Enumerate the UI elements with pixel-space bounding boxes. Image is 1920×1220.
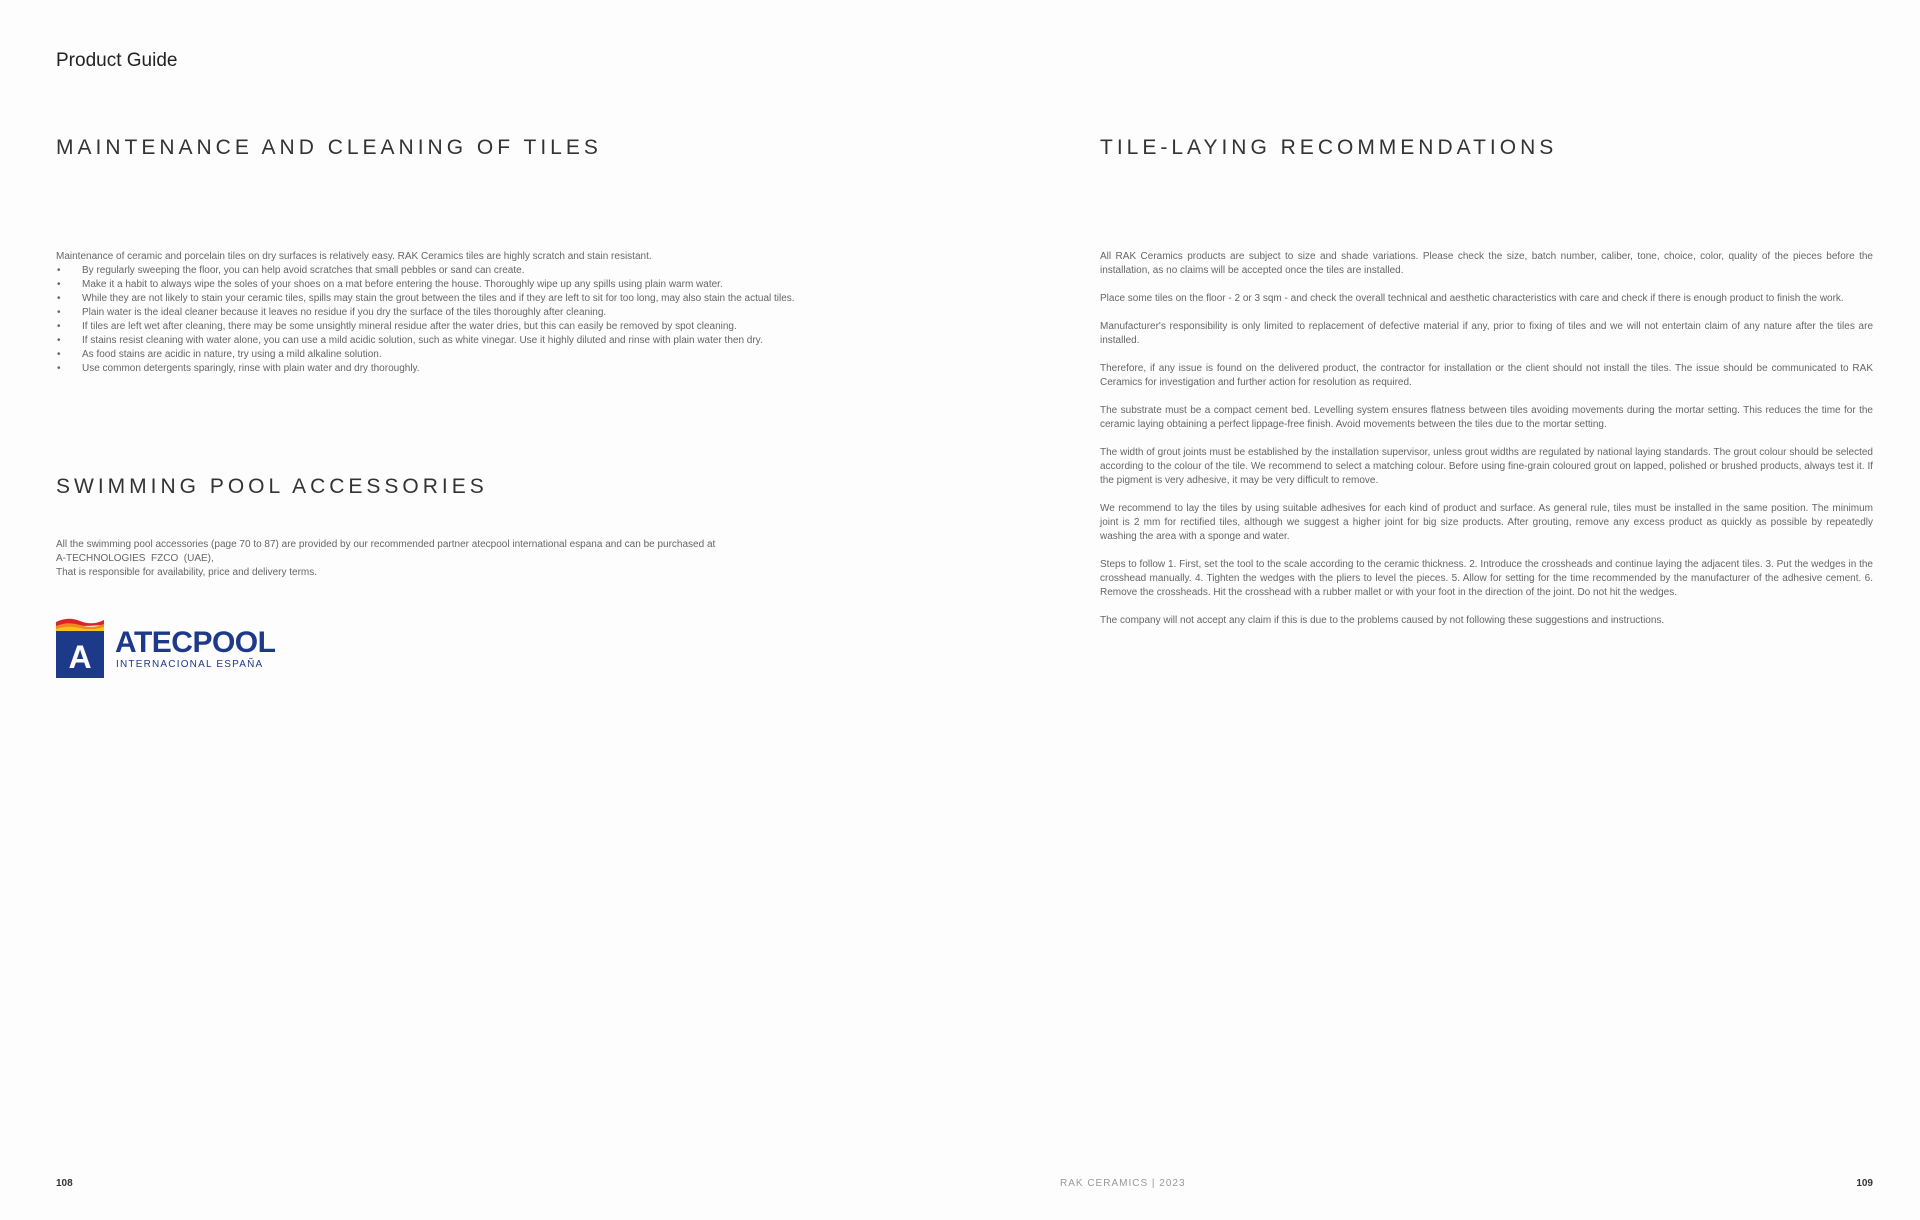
bullet: • <box>57 349 61 360</box>
pool-accessories-section <box>56 538 816 580</box>
list-item-text: If stains resist cleaning with water alone, you can use a mild acidic solution, such as white vinegar. Use it highly diluted and rinse with plain water then dry. <box>82 335 763 346</box>
list-item <box>56 278 836 292</box>
page-header-title: Product Guide <box>56 50 178 71</box>
list-item-text: If tiles are left wet after cleaning, there may be some unsightly mineral residue after the water dries, but this can easily be removed by spot cleaning. <box>82 321 737 332</box>
bullet: • <box>57 335 61 346</box>
list-item-text: Plain water is the ideal cleaner because it leaves no residue if you dry the surface of the tiles thoroughly after cleaning. <box>82 307 607 318</box>
paragraph: Therefore, if any issue is found on the delivered product, the contractor for installation or the client should not install the tiles. The issue should be communicated to RAK Ceramics for investigation and further action for resolution as required. <box>1100 363 1873 388</box>
list-item <box>56 320 836 334</box>
atecpool-logo-icon <box>56 616 104 678</box>
maintenance-section <box>56 250 836 376</box>
list-item <box>56 292 836 306</box>
bullet: • <box>57 307 61 318</box>
list-item <box>56 264 836 278</box>
atecpool-logo <box>56 616 276 678</box>
maintenance-bullet-list <box>56 264 836 376</box>
pool-text-line: All the swimming pool accessories (page 70 to 87) are provided by our recommended partner atecpool international espana and can be purchased at <box>56 539 716 550</box>
maintenance-heading: MAINTENANCE AND CLEANING OF TILES <box>56 136 602 159</box>
maintenance-intro: Maintenance of ceramic and porcelain tiles on dry surfaces is relatively easy. RAK Ceramics tiles are highly scratch and stain resistant. <box>56 251 652 262</box>
list-item <box>56 348 836 362</box>
list-item-text: Use common detergents sparingly, rinse with plain water and dry thoroughly. <box>82 363 420 374</box>
list-item-text: As food stains are acidic in nature, try using a mild alkaline solution. <box>82 349 382 360</box>
paragraph: The company will not accept any claim if this is due to the problems caused by not following these suggestions and instructions. <box>1100 615 1665 626</box>
footer-brand: RAK CERAMICS | 2023 <box>1060 1178 1186 1189</box>
bullet: • <box>57 321 61 332</box>
logo-wordmark: ATECPOOL <box>115 626 276 659</box>
list-item <box>56 306 836 320</box>
bullet: • <box>57 293 61 304</box>
list-item-text: While they are not likely to stain your ceramic tiles, spills may stain the grout between the tiles and if they are left to sit for too long, may also stain the actual tiles. <box>82 293 795 304</box>
bullet: • <box>57 265 61 276</box>
paragraph: Steps to follow 1. First, set the tool to the scale according to the ceramic thickness. 2. Introduce the crossheads and continue laying the adjacent tiles. 3. Put the wedges in the crosshead manually. 4. Tighten the wedges with the pliers to level the pieces. 5. Allow for setting for the time recommended by the manufacturer of the adhesive cement. 6. Remove the crossheads. Hit the crosshead with a rubber mallet or with your foot in the direction of the joint. Do not hit the wedges. <box>1100 559 1873 598</box>
list-item <box>56 362 836 376</box>
paragraph: The substrate must be a compact cement bed. Levelling system ensures flatness between tiles avoiding movements during the mortar setting. This reduces the time for the ceramic laying obtaining a perfect lippage-free finish. Avoid movements between the tiles due to the mortar setting. <box>1100 405 1873 430</box>
tile-laying-heading: TILE-LAYING RECOMMENDATIONS <box>1100 136 1558 159</box>
paragraph: The width of grout joints must be established by the installation supervisor, unless grout widths are regulated by national laying standards. The grout colour should be selected according to the colour of the tile. We recommend to select a matching colour. Before using fine-grain coloured grout on lapped, polished or brushed products, always test it. If the pigment is very adhesive, it may be very difficult to remove. <box>1100 447 1873 486</box>
bullet: • <box>57 363 61 374</box>
logo-letter: A <box>68 639 92 675</box>
list-item <box>56 334 836 348</box>
pool-text-line: That is responsible for availability, price and delivery terms. <box>56 567 318 578</box>
paragraph: We recommend to lay the tiles by using suitable adhesives for each kind of product and surface. As general rule, tiles must be installed in the same position. The minimum joint is 2 mm for rectified tiles, although we suggest a higher joint for big size products. After grouting, remove any excess product as quickly as possible by repeatedly washing the area with a sponge and water. <box>1100 503 1873 542</box>
pool-accessories-heading: SWIMMING POOL ACCESSORIES <box>56 475 488 498</box>
bullet: • <box>57 279 61 290</box>
tile-laying-section <box>1100 250 1873 642</box>
paragraph: Place some tiles on the floor - 2 or 3 sqm - and check the overall technical and aesthetic characteristics with care and check if there is enough product to finish the work. <box>1100 293 1844 304</box>
list-item-text: By regularly sweeping the floor, you can help avoid scratches that small pebbles or sand can create. <box>82 265 525 276</box>
page-number-right: 109 <box>1856 1178 1873 1189</box>
page-number-left: 108 <box>56 1178 73 1189</box>
list-item-text: Make it a habit to always wipe the soles of your shoes on a mat before entering the house. Thoroughly wipe up any spills using plain warm water. <box>82 279 723 290</box>
logo-subtitle: INTERNACIONAL ESPAÑA <box>116 659 264 670</box>
paragraph: All RAK Ceramics products are subject to size and shade variations. Please check the size, batch number, caliber, tone, choice, color, quality of the pieces before the installation, as no claims will be accepted once the tiles are installed. <box>1100 251 1873 276</box>
paragraph: Manufacturer's responsibility is only limited to replacement of defective material if any, prior to fixing of tiles and we will not entertain claim of any nature after the tiles are installed. <box>1100 321 1873 346</box>
pool-text-line: A-TECHNOLOGIES FZCO (UAE), <box>56 553 214 564</box>
